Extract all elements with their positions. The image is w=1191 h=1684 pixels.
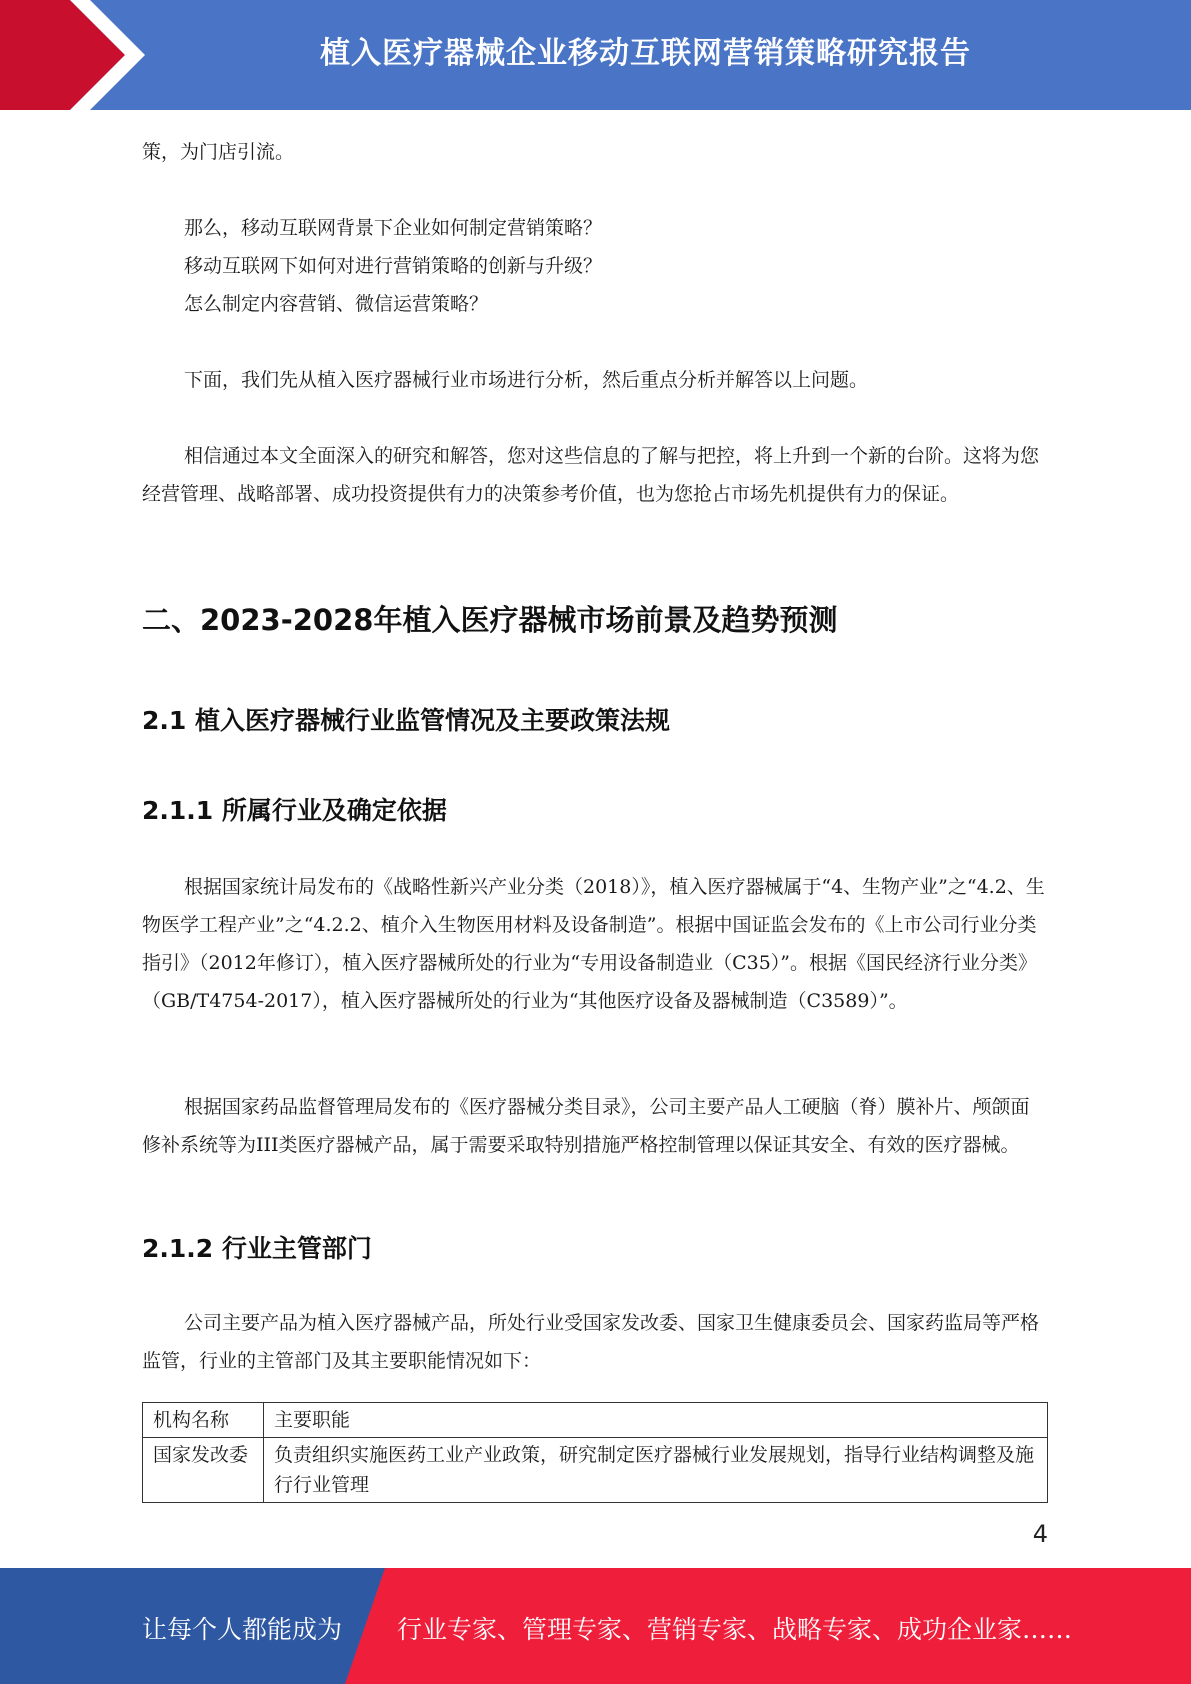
page-header [0, 0, 1191, 110]
section-2-1-heading: 2.1 植入医疗器械行业监管情况及主要政策法规 [142, 706, 670, 735]
footer-slogan-right: 行业专家、管理专家、营销专家、战略专家、成功企业家…… [397, 1615, 1073, 1644]
value-text: 相信通过本文全面深入的研究和解答，您对这些信息的了解与把控，将上升到一个新的台阶。这将为您经营管理、战略部署、成功投资提供有力的决策参考价值，也为您抢占市场先机提供有力的保证。 [142, 445, 1040, 505]
page-footer [0, 1568, 1191, 1684]
continuation-text: 策，为门店引流。 [142, 141, 295, 163]
analysis-text: 下面，我们先从植入医疗器械行业市场进行分析，然后重点分析并解答以上问题。 [184, 369, 869, 391]
section-2-1-1-heading: 2.1.1 所属行业及确定依据 [142, 796, 447, 825]
section-2-1-2-heading: 2.1.2 行业主管部门 [142, 1234, 372, 1263]
report-title: 植入医疗器械企业移动互联网营销策略研究报告 [320, 36, 971, 71]
table-cell: 负责组织实施医药工业产业政策，研究制定医疗器械行业发展规划，指导行业结构调整及施行行业管理 [264, 1438, 1048, 1503]
table-cell: 国家发改委 [143, 1438, 264, 1503]
authority-table [142, 1402, 1048, 1503]
industry-text-1: 根据国家统计局发布的《战略性新兴产业分类（2018）》，植入医疗器械属于“4、生物产业”之“4.2、生物医学工程产业”之“4.2.2、植介入生物医用材料及设备制造”。根据中国证监会发布的《上市公司行业分类指引》（2012年修订），植入医疗器械所处的行业为“专用设备制造业（C35）”。根据《国民经济行业分类》（GB/T4754-2017），植入医疗器械所处的行业为“其他医疗设备及器械制造（C3589）”。 [142, 876, 1045, 1012]
authority-paragraph [142, 1304, 1048, 1380]
table-header-row [143, 1403, 1048, 1438]
page-number: 4 [1032, 1520, 1048, 1548]
continuation-paragraph [142, 133, 1048, 171]
table-row [143, 1438, 1048, 1503]
industry-paragraph-1 [142, 868, 1048, 1020]
footer-slogan-left: 让每个人都能成为 [142, 1615, 343, 1644]
question-item: 怎么制定内容营销、微信运营策略？ [184, 293, 489, 315]
analysis-paragraph [142, 361, 1048, 399]
industry-paragraph-2 [142, 1088, 1048, 1164]
industry-text-2: 根据国家药品监督管理局发布的《医疗器械分类目录》，公司主要产品人工硬脑（脊）膜补片、颅颌面修补系统等为III类医疗器械产品，属于需要采取特别措施严格控制管理以保证其安全、有效的医疗器械。 [142, 1096, 1030, 1156]
table-header-cell: 主要职能 [264, 1403, 1048, 1438]
authority-text: 公司主要产品为植入医疗器械产品，所处行业受国家发改委、国家卫生健康委员会、国家药监局等严格监管，行业的主管部门及其主要职能情况如下： [142, 1312, 1040, 1372]
question-item: 移动互联网下如何对进行营销策略的创新与升级？ [184, 255, 603, 277]
section-2-heading: 二、2023-2028年植入医疗器械市场前景及趋势预测 [142, 603, 838, 637]
question-list [142, 209, 1048, 323]
value-paragraph [142, 437, 1048, 513]
question-item: 那么，移动互联网背景下企业如何制定营销策略？ [184, 217, 603, 239]
table-header-cell: 机构名称 [143, 1403, 264, 1438]
